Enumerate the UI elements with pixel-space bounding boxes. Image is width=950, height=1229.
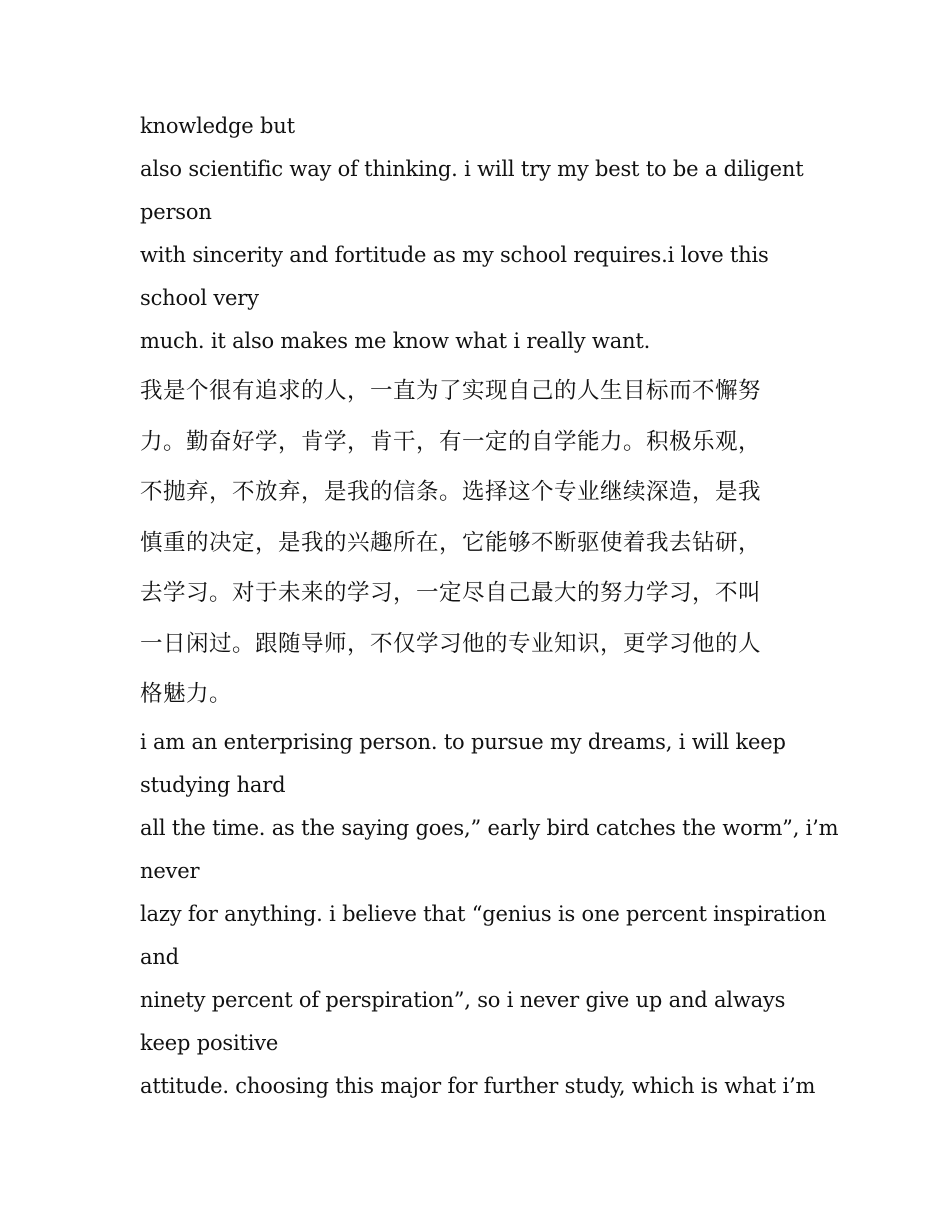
text-line: knowledge but — [140, 114, 295, 138]
document-page — [140, 105, 839, 1108]
text-line: school very — [140, 286, 259, 310]
text-line: much. it also makes me know what i really want. — [140, 329, 651, 353]
text-line: i am an enterprising person. to pursue my dreams, i will keep — [140, 729, 786, 754]
text-line: also scientific way of thinking. i will try my best to be a diligent — [140, 157, 804, 181]
text-line: 一日闲过。跟随导师，不仅学习他的专业知识，更学习他的人 — [140, 630, 762, 657]
text-line: ninety percent of perspiration”, so i never give up and always — [140, 987, 786, 1012]
text-line: person — [140, 200, 212, 224]
text-line: 力。勤奋好学，肯学，肯干，有一定的自学能力。积极乐观， — [140, 428, 762, 455]
text-line: 不抛弃，不放弃，是我的信条。选择这个专业继续深造，是我 — [140, 479, 762, 505]
text-line: 慎重的决定，是我的兴趣所在，它能够不断驱使着我去钻研， — [140, 529, 762, 556]
text-line: 去学习。对于未来的学习，一定尽自己最大的努力学习，不叫 — [140, 580, 762, 606]
english-paragraph-1 — [140, 105, 820, 363]
chinese-paragraph — [140, 366, 820, 720]
text-line: keep positive — [140, 1030, 279, 1055]
text-line: 格魅力。 — [140, 681, 233, 707]
text-line: lazy for anything. i believe that “genius is one percent inspiration — [140, 901, 827, 926]
text-line: attitude. choosing this major for further study, which is what i’m — [140, 1073, 816, 1098]
text-line: all the time. as the saying goes,” early bird catches the worm”, i’m — [140, 815, 839, 840]
text-line: studying hard — [140, 772, 286, 797]
text-line: never — [140, 858, 200, 883]
text-line: and — [140, 944, 179, 969]
text-line: 我是个很有追求的人，一直为了实现自己的人生目标而不懈努 — [140, 378, 762, 404]
english-paragraph-2 — [140, 721, 839, 1108]
text-line: with sincerity and fortitude as my school requires.i love this — [140, 243, 769, 267]
